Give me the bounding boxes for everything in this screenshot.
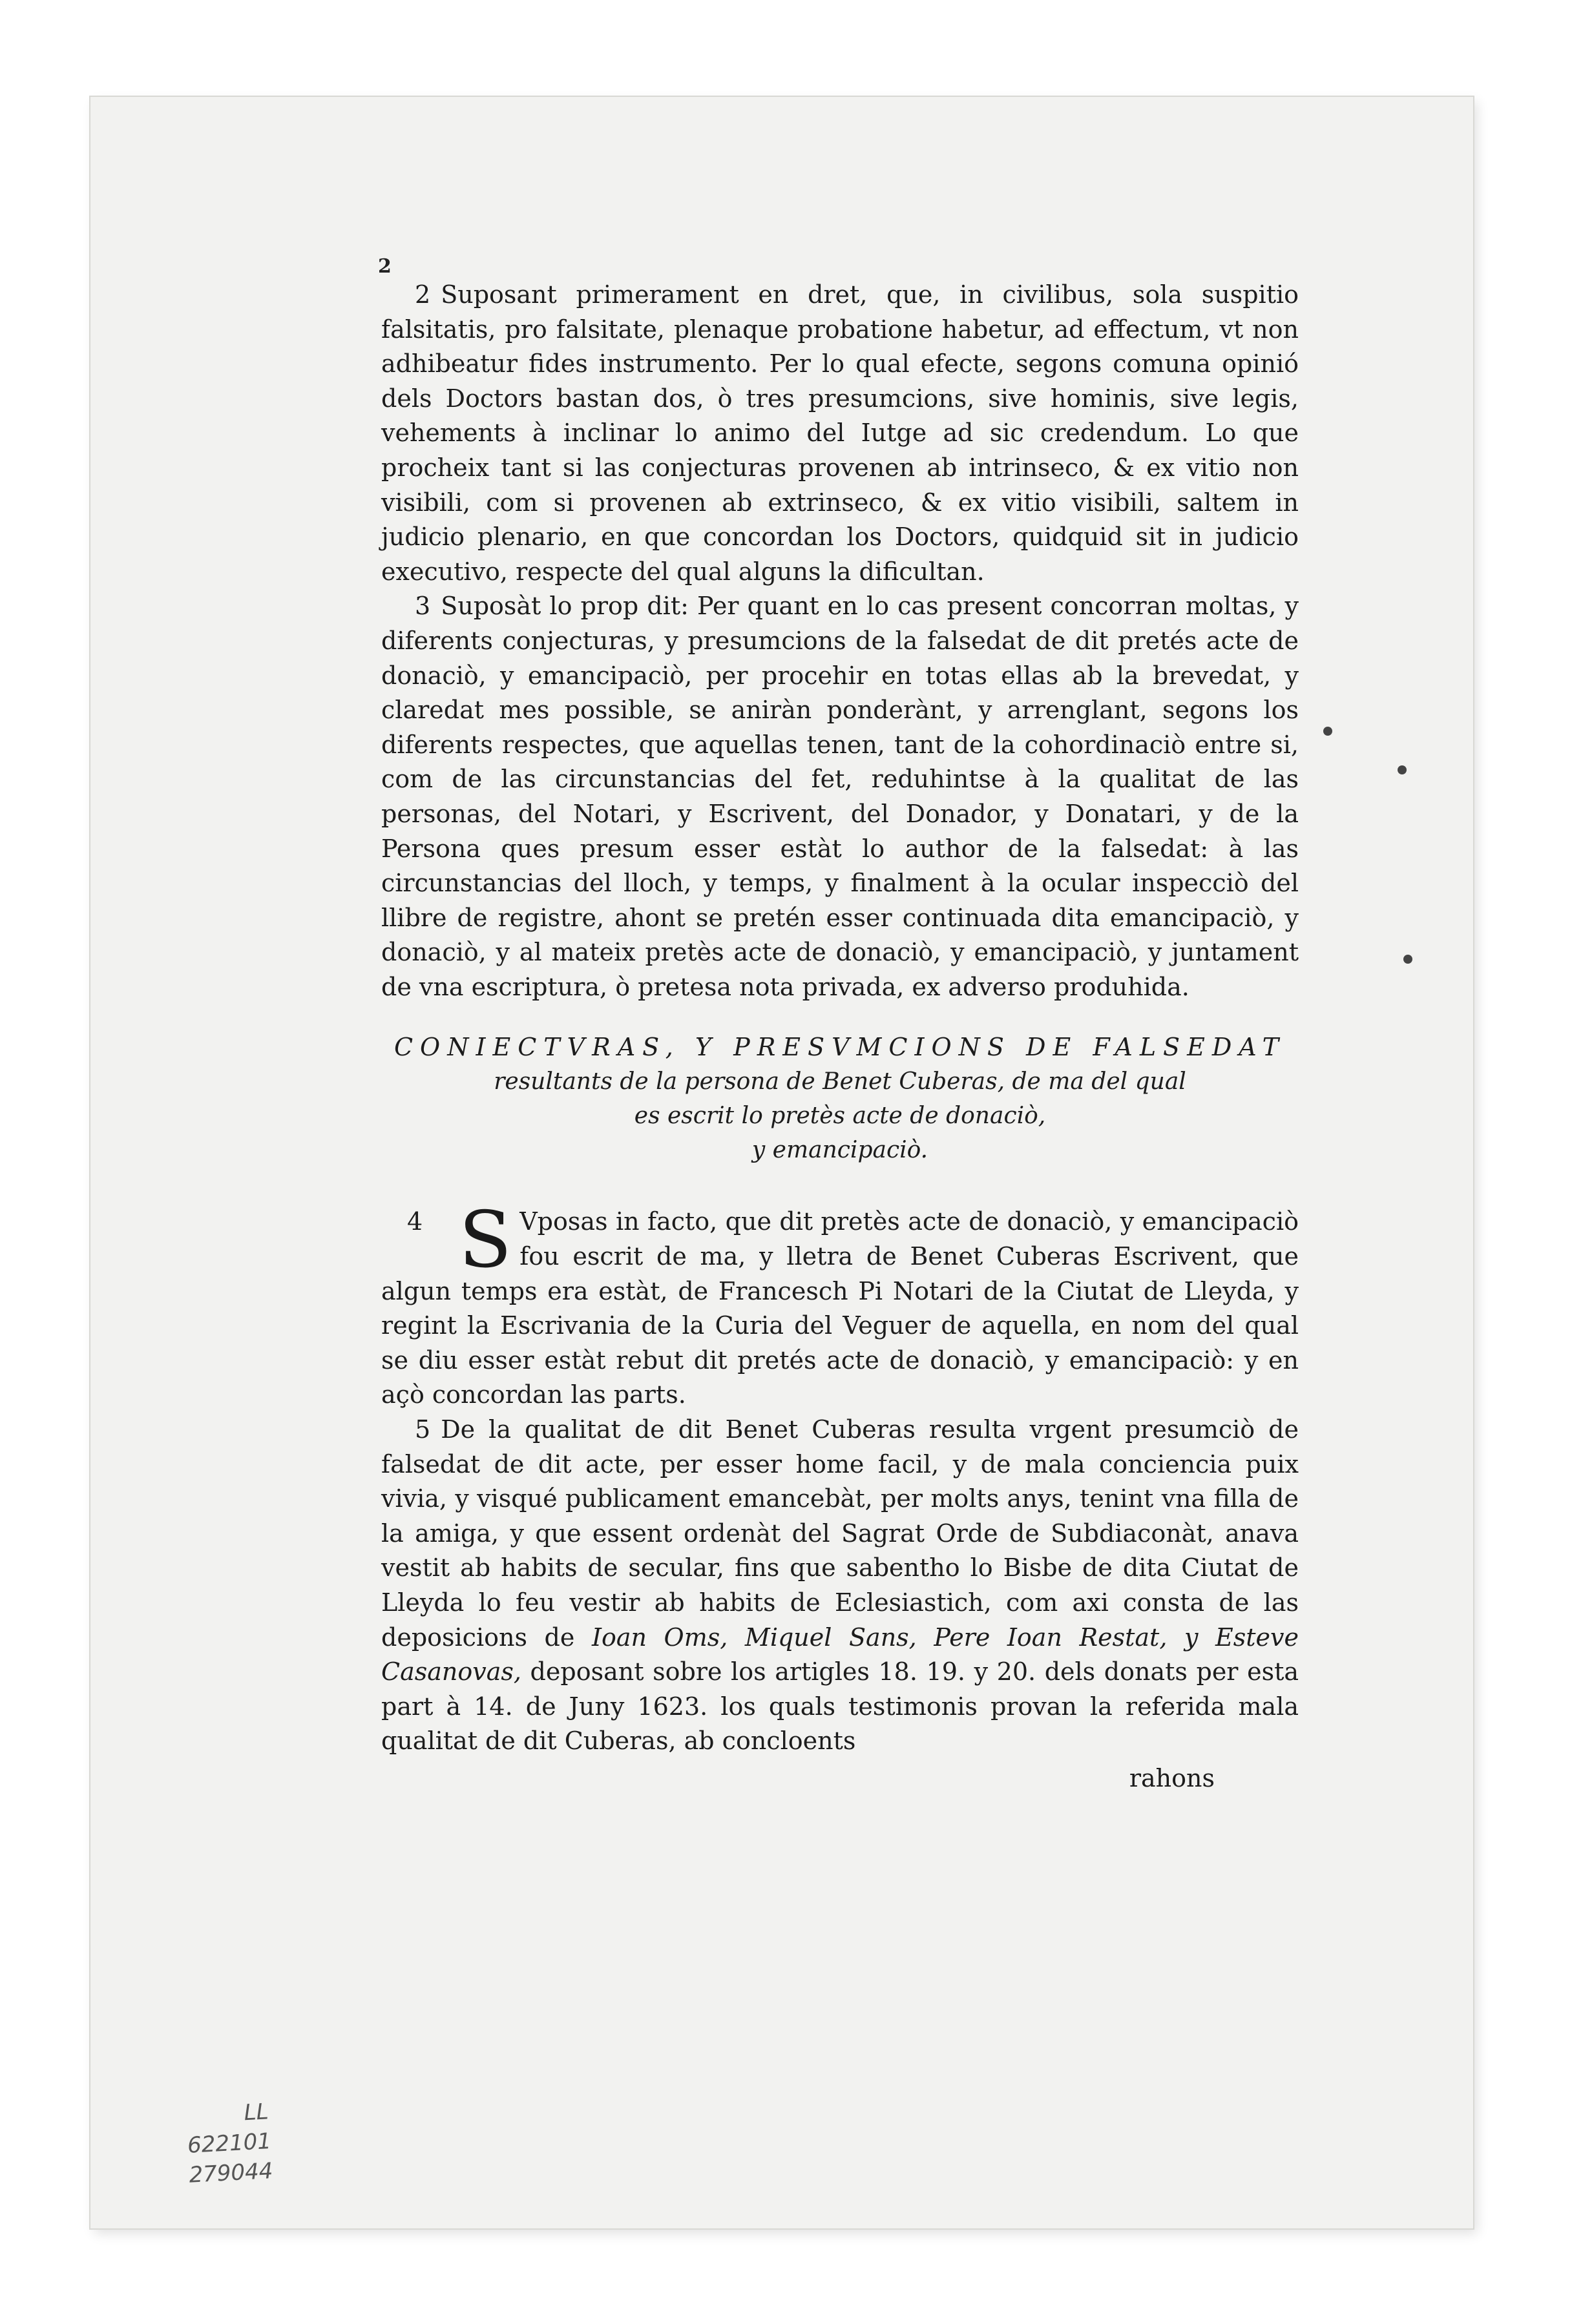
paragraph-number: 3 [415, 592, 431, 621]
heading-line-3: es escrit lo pretès acte de donaciò, [634, 1103, 1046, 1130]
heading-line-4: y emancipaciò. [751, 1137, 928, 1164]
ink-spot [1398, 765, 1407, 774]
witness-names: Ioan Oms, Miquel Sans, Pere Ioan Restat, y Esteve Casanovas, [381, 1623, 1299, 1686]
catchword: rahons [1129, 1763, 1215, 1792]
paragraph-text: Suposàt lo prop dit: Per quant en lo cas present concorran moltas, y diferents conjecturas, y presumcions de la falsedat de dit pretés acte de donaciò, y emancipaciò, per procehir en totas ellas ab la brevedat, y claredat mes possible, se aniràn ponderànt, y arrenglant, segons los diferents respectes, que aquellas tenen, tant de la cohordinaciò entre si, com de las circunstancias del fet, reduhintse à la qualitat de las personas, del Notari, y Escrivent, del Donador, y Donatari, y de la Persona ques presum esser estàt lo author de la falsedat: à las circunstancias del lloch, y temps, y finalment à la ocular inspecciò del llibre de registre, ahont se pretén esser continuada dita emancipaciò, y donaciò, y al mateix pretès acte de donaciò, y emancipaciò, y juntament de vna escriptura, ò pretesa nota privada, ex adverso produhida. [381, 592, 1299, 1001]
paragraph-5 [381, 1413, 1299, 1759]
paragraph-4 [381, 1196, 1299, 1413]
paragraph-number: 5 [415, 1415, 431, 1444]
paragraph-3 [381, 589, 1299, 1004]
annotation-line: 279044 [188, 2158, 274, 2188]
paragraph-text: Suposant primerament en dret, que, in civilibus, sola suspitio falsitatis, pro falsitate, plenaque probatione habetur, ad effectum, vt non adhibeatur fides instrumento. Per lo qual efecte, segons comuna opinió dels Doctors bastan dos, ò tres presumcions, sive hominis, sive legis, vehements à inclinar lo animo del Iutge ad sic credendum. Lo que procheix tant si las conjecturas provenen ab intrinseco, & ex vitio non visibili, com si provenen ab extrinseco, & ex vitio visibili, saltem in judicio plenario, en que concordan los Doctors, quidquid sit in judicio executivo, respecte del qual alguns la dificultan. [381, 280, 1299, 586]
paragraph-number: 2 [415, 280, 431, 309]
heading-line-1: CONIECTVRAS, Y PRESVMCIONS DE FALSEDAT [393, 1033, 1286, 1062]
paragraph-text: De la qualitat de dit Benet Cuberas resulta vrgent presumciò de falsedat de dit acte, per esser home facil, y de mala conciencia puix vivia, y visqué publicament emancebàt, per molts anys, tenint vna filla de la amiga, y que essent ordenàt del Sagrat Orde de Subdiaconàt, anava vestit ab habits de secular, fins que sabentho lo Bisbe de dita Ciutat de Lleyda lo feu vestir ab habits de Eclesiastich, com axi consta de las deposicions de [381, 1415, 1299, 1652]
paragraph-text: Vposas in facto, que dit pretès acte de donaciò, y emancipaciò fou escrit de ma, y lletra de Benet Cuberas Escrivent, que algun temps era estàt, de Francesch Pi Notari de la Ciutat de Lleyda, y regint la Escrivania de la Curia del Veguer de aquella, en nom del qual se diu esser estàt rebut dit pretés acte de donaciò, y emancipaciò: y en açò concordan las parts. [381, 1207, 1299, 1409]
handwritten-annotation [185, 2091, 384, 2190]
ink-spot [1403, 955, 1412, 964]
section-heading [381, 1030, 1299, 1167]
annotation-line: LL [243, 2099, 269, 2126]
page-number: 2 [378, 255, 392, 278]
ink-spot [1323, 727, 1332, 736]
paragraph-2 [381, 278, 1299, 589]
paragraph-text-continued: deposant sobre los artigles 18. 19. y 20. dels donats per esta part à 14. de Juny 1623. los quals testimonis provan la referida mala qualitat de dit Cuberas, ab concloents [381, 1657, 1299, 1756]
paragraph-number: 4 [407, 1207, 423, 1236]
annotation-line: 622101 [187, 2128, 272, 2159]
document-page [381, 278, 1299, 1796]
drop-cap: S [459, 1196, 512, 1286]
heading-line-2: resultants de la persona de Benet Cuberas, de ma del qual [494, 1068, 1186, 1095]
